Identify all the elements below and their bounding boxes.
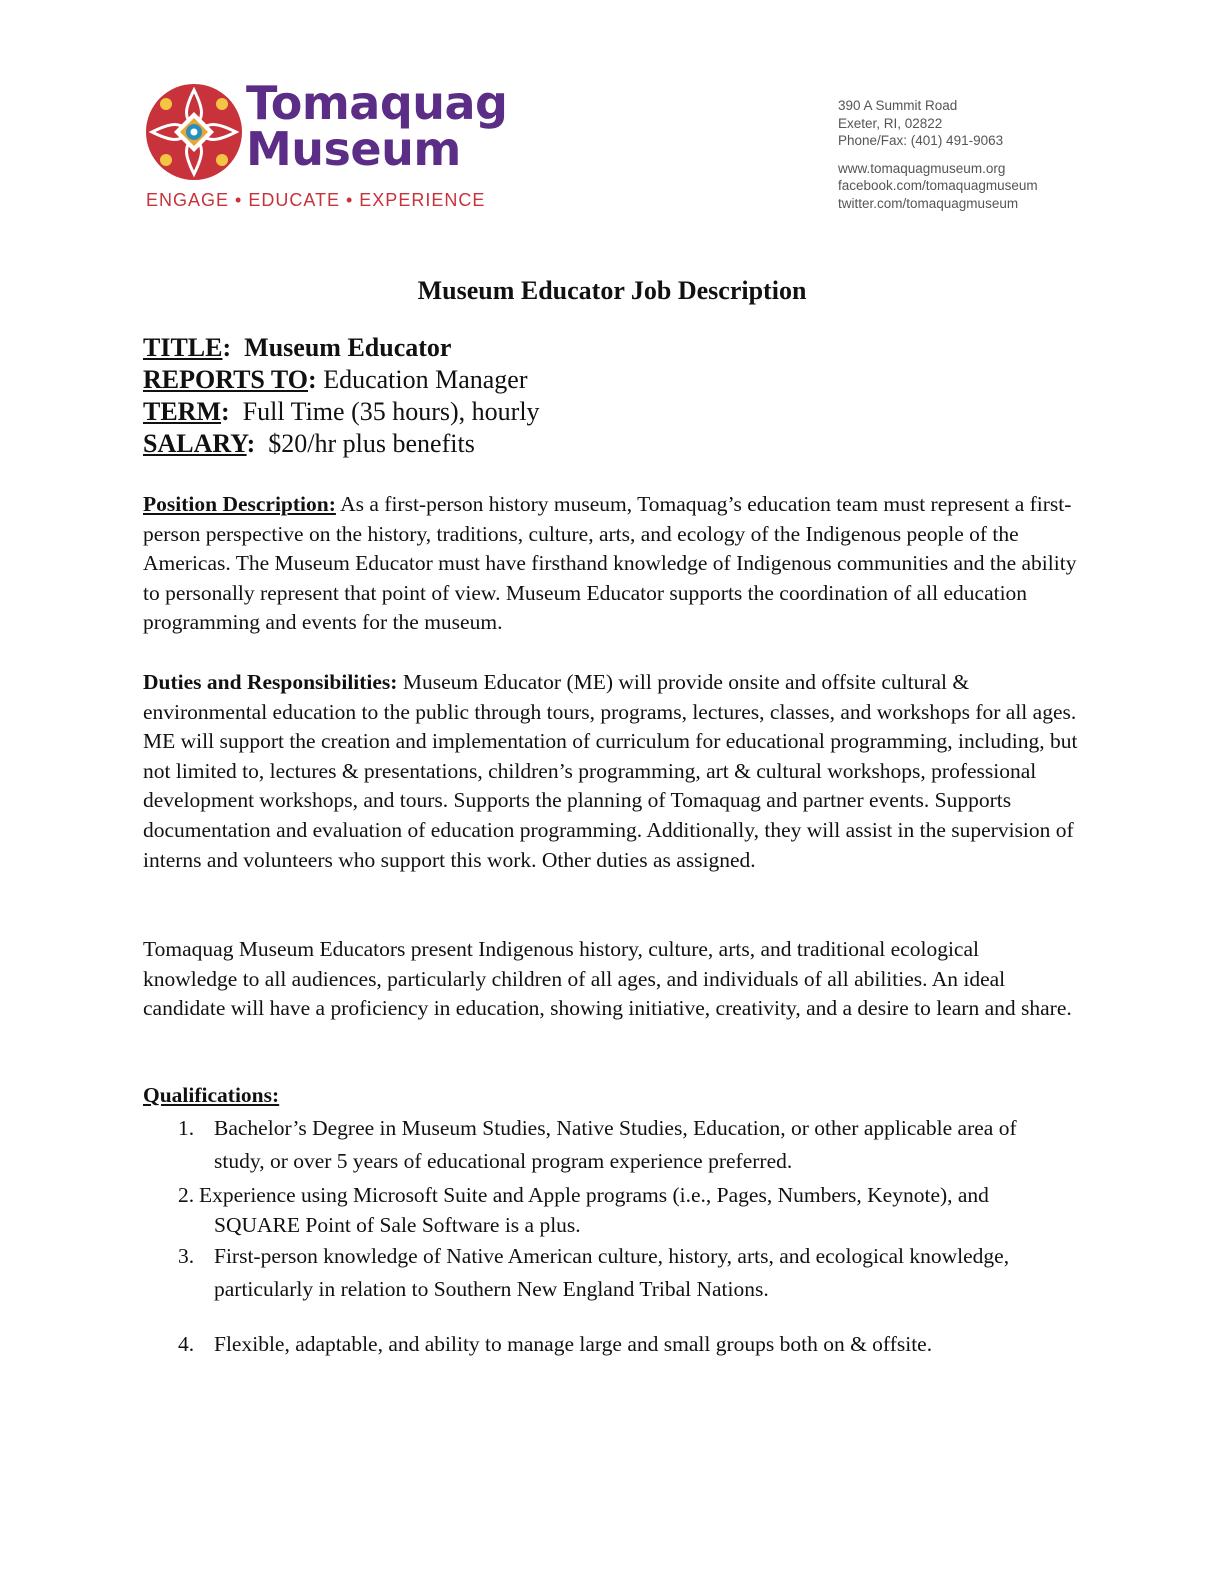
- address-line2: Exeter, RI, 02822: [838, 115, 943, 131]
- qualification-number: 4.: [178, 1332, 195, 1356]
- title-label: TITLE: [143, 333, 223, 362]
- reports-value: Education Manager: [323, 365, 528, 394]
- qualification-item: [0, 1180, 1224, 1240]
- meta-reports-row: REPORTS TO: Education Manager: [143, 365, 528, 394]
- salary-label: SALARY: [143, 429, 247, 458]
- logo-emblem-icon: [144, 82, 244, 182]
- meta-term-row: TERM: Full Time (35 hours), hourly: [143, 397, 540, 426]
- position-description: [143, 490, 1078, 638]
- duties-text: Museum Educator (ME) will provide onsite and offsite cultural & environmental education to the public through tours, programs, lectures, classes, and workshops for all ages. ME will support the creation and implementation of curriculum for educational programming, including, but not limited to, lectures & presentations, children’s programming, art & cultural workshops, professional development workshops, and tours. Supports the planning of Tomaquag and partner events. Supports documentation and evaluation of education programming. Additionally, they will assist in the supervision of interns and volunteers who support this work. Other duties as assigned.: [143, 670, 1078, 872]
- museum-logo: [144, 76, 508, 215]
- qualification-number: 1.: [178, 1116, 195, 1140]
- qualification-item: [0, 1112, 1224, 1182]
- title-value: Museum Educator: [244, 333, 452, 362]
- reports-label: REPORTS TO: [143, 365, 309, 394]
- position-label: Position Description:: [143, 492, 336, 516]
- position-text: As a first-person history museum, Tomaquag’s education team must represent a first-person perspective on the history, traditions, culture, arts, and ecology of the Indigenous people of the Americas. The Museum Educator must have firsthand knowledge of Indigenous communities and the ability to personally represent that point of view. Museum Educator supports the coordination of all education programming and events for the museum.: [143, 492, 1077, 635]
- qualification-text: Experience using Microsoft Suite and Apple programs (i.e., Pages, Numbers, Keynote), and SQUARE Point of Sale Software is a plus.: [199, 1183, 989, 1237]
- logo-name-line1: Tomaquag: [246, 76, 508, 130]
- duties-label: Duties and Responsibilities:: [143, 670, 398, 694]
- salary-value: $20/hr plus benefits: [268, 429, 475, 458]
- qualification-item: [0, 1240, 1224, 1310]
- qualification-text: First-person knowledge of Native American culture, history, arts, and ecological knowledge, particularly in relation to Southern New England Tribal Nations.: [214, 1244, 1010, 1301]
- term-label: TERM: [143, 397, 221, 426]
- term-value: Full Time (35 hours), hourly: [242, 397, 540, 426]
- facebook-link[interactable]: facebook.com/tomaquagmuseum: [838, 178, 1038, 193]
- job-meta: [143, 332, 540, 460]
- meta-salary-row: SALARY: $20/hr plus benefits: [143, 429, 475, 458]
- logo-name-line2: Museum: [246, 122, 461, 176]
- logo-name: [246, 76, 508, 176]
- twitter-link[interactable]: twitter.com/tomaquagmuseum: [838, 195, 1019, 211]
- qualification-text: Bachelor’s Degree in Museum Studies, Native Studies, Education, or other applicable area of study, or over 5 years of educational program experience preferred.: [214, 1116, 1017, 1173]
- website-link[interactable]: www.tomaquagmuseum.org: [838, 160, 1006, 176]
- qualification-item: [0, 1328, 1224, 1364]
- qualifications-heading: Qualifications:: [143, 1083, 280, 1107]
- qualification-number: 3.: [178, 1244, 195, 1268]
- contact-block: [838, 97, 1038, 212]
- address-line1: 390 A Summit Road: [838, 98, 958, 113]
- duties-responsibilities: [143, 668, 1078, 875]
- meta-title-row: TITLE: Museum Educator: [143, 333, 452, 362]
- phone-fax: Phone/Fax: (401) 491-9063: [838, 133, 1004, 148]
- qualification-text: Flexible, adaptable, and ability to manage large and small groups both on & offsite.: [214, 1332, 933, 1356]
- qualification-number: 2.: [178, 1183, 195, 1207]
- document-title: Museum Educator Job Description: [417, 276, 807, 305]
- logo-tagline: ENGAGE • EDUCATE • EXPERIENCE: [146, 190, 486, 210]
- educator-summary: Tomaquag Museum Educators present Indigenous history, culture, arts, and traditional ecological knowledge to all audiences, particularly children of all ages, and individuals of all abilities. An ideal candidate will have a proficiency in education, showing initiative, creativity, and a desire to learn and share.: [143, 937, 1072, 1021]
